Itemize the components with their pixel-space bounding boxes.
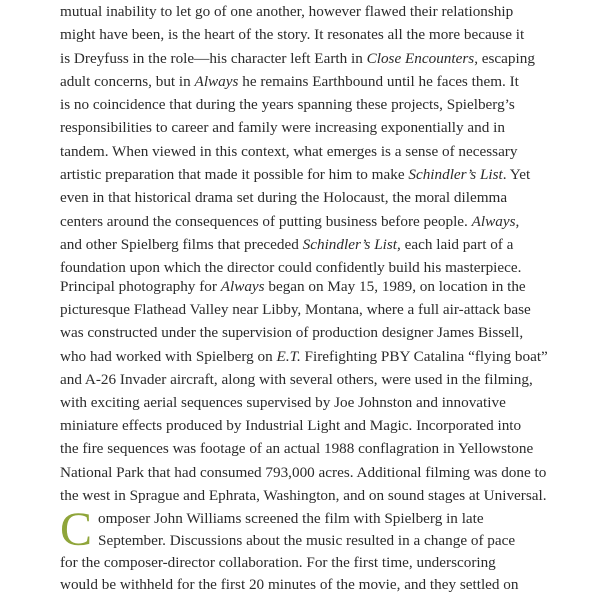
text-line: miniature effects produced by Industrial Light and Magic. Incorporated into — [60, 417, 522, 435]
text-line: for the composer-director collaboration. For the first time, underscoring — [60, 554, 496, 571]
text-line: adult concerns, but in Always he remains Earthbound until he faces them. It — [60, 72, 519, 90]
text-line: and other Spielberg films that preceded Schindler’s List, each laid part of a — [60, 235, 514, 253]
text-line: is no coincidence that during the years spanning these projects, Spielberg’s — [60, 96, 515, 114]
film-title: Always — [471, 212, 516, 230]
text-line: would be withheld for the first 20 minutes of the movie, and they settled on — [60, 576, 519, 593]
text-line: picturesque Flathead Valley near Libby, Montana, where a full air-attack base — [60, 301, 531, 319]
film-title: Schindler’s List — [302, 235, 398, 253]
paragraph-composer — [60, 503, 580, 596]
text-line: responsibilities to career and family were increasing exponentially and in — [60, 119, 505, 137]
text-line: omposer John Williams screened the film with Spielberg in late — [98, 510, 484, 527]
film-title: Always — [220, 278, 265, 295]
film-title: Close Encounters — [366, 49, 475, 67]
text-line: might have been, is the heart of the story. It resonates all the more because it — [60, 26, 525, 44]
text-line: September. Discussions about the music resulted in a change of pace — [98, 532, 516, 549]
text-line: centers around the consequences of putting business before people. Always, — [60, 212, 520, 230]
drop-cap: C — [60, 503, 93, 556]
text-line: National Park that had consumed 793,000 acres. Additional filming was done to — [60, 463, 547, 481]
text-line: and A-26 Invader aircraft, along with several others, were used in the filming, — [60, 370, 533, 388]
text-line: mutual inability to let go of one another, however flawed their relationship — [60, 3, 514, 20]
text-line: who had worked with Spielberg on E.T. Firefighting PBY Catalina “flying boat” — [60, 347, 548, 365]
text-line: Principal photography for Always began on May 15, 1989, on location in the — [60, 278, 526, 295]
text-line: foundation upon which the director could confidently build his masterpiece. — [60, 259, 522, 277]
text-line: with exciting aerial sequences supervised by Joe Johnston and innovative — [60, 393, 506, 411]
text-line: artistic preparation that made it possible for him to make Schindler’s List. Yet — [60, 166, 531, 184]
paragraph-always-themes — [60, 0, 580, 280]
film-title: Always — [194, 72, 239, 90]
text-line: the west in Sprague and Ephrata, Washington, and on sound stages at Universal. — [60, 486, 547, 504]
film-title: Schindler’s List — [408, 166, 503, 184]
text-line: is Dreyfuss in the role—his character left Earth in Close Encounters, escaping — [60, 49, 535, 67]
text-line: tandem. When viewed in this context, what emerges is a sense of necessary — [60, 142, 518, 160]
text-line: even in that historical drama set during the Holocaust, the moral dilemma — [60, 189, 508, 207]
text-line: was constructed under the supervision of production designer James Bissell, — [60, 324, 524, 342]
text-line: the fire sequences was footage of an actual 1988 conflagration in Yellowstone — [60, 440, 534, 458]
paragraph-principal-photography — [60, 275, 580, 507]
film-title: E.T. — [276, 347, 301, 365]
